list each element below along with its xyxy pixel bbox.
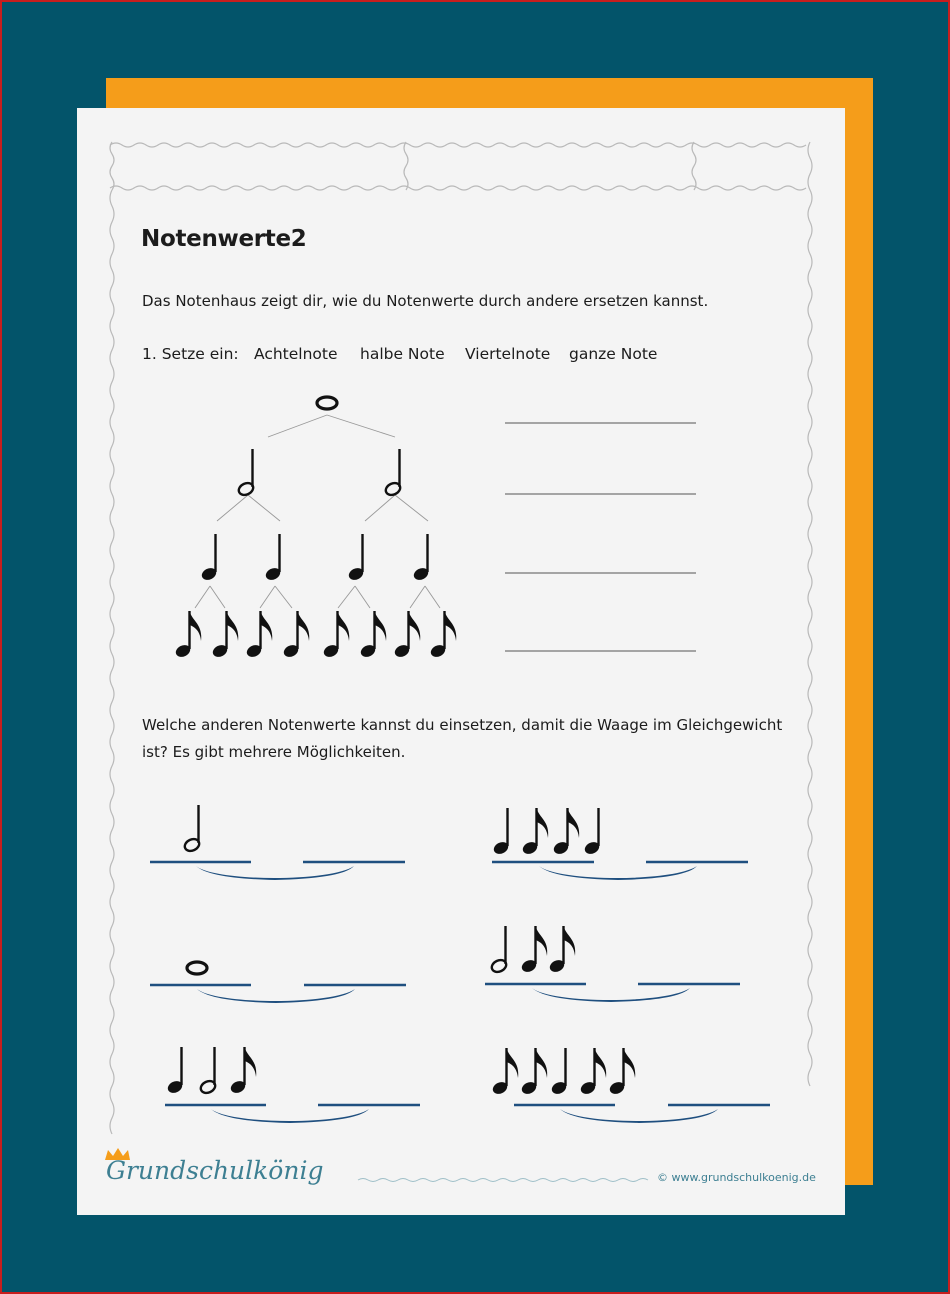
option-ganze-note: ganze Note [569, 345, 658, 363]
eighth-note-icon [282, 611, 309, 659]
intro-text: Das Notenhaus zeigt dir, wie du Notenwerte durch andere ersetzen kannst. [142, 292, 709, 310]
scale-3 [150, 962, 406, 1003]
scale-6 [491, 1048, 770, 1123]
scale-5 [165, 1047, 420, 1123]
half-note-icon [237, 449, 255, 497]
eighth-note-icon [608, 1048, 635, 1096]
half-note-icon [384, 449, 402, 497]
option-viertelnote: Viertelnote [465, 345, 551, 363]
option-halbe-note: halbe Note [360, 345, 445, 363]
eighth-note-icon [359, 611, 386, 659]
eighth-note-icon [229, 1047, 256, 1095]
eighth-note-icon [552, 808, 579, 856]
eighth-note-icon [520, 1048, 547, 1096]
eighth-note-icon [393, 611, 420, 659]
option-achtelnote: Achtelnote [254, 345, 338, 363]
answer-lines [505, 423, 696, 651]
eighth-note-icon [521, 808, 548, 856]
quarter-note-icon [550, 1048, 568, 1096]
eighth-note-icon [429, 611, 456, 659]
eighth-note-icon [579, 1048, 606, 1096]
copyright-text: © www.grundschulkoenig.de [657, 1171, 816, 1184]
quarter-note-icon [166, 1047, 184, 1095]
worksheet-title: Notenwerte2 [141, 226, 307, 252]
quarter-note-icon [200, 534, 218, 582]
eighth-note-icon [548, 926, 575, 974]
eighth-note-icon [491, 1048, 518, 1096]
quarter-note-icon [492, 808, 510, 856]
half-note-icon [490, 926, 508, 974]
whole-note-icon [187, 962, 207, 974]
eighth-note-icon [245, 611, 272, 659]
eighth-note-icon [174, 611, 201, 659]
scale-4 [485, 926, 740, 1002]
quarter-note-icon [412, 534, 430, 582]
scale-1 [150, 805, 405, 880]
whole-note-icon [317, 397, 337, 409]
quarter-note-icon [583, 808, 601, 856]
task2-line2: ist? Es gibt mehrere Möglichkeiten. [142, 743, 406, 761]
task1-prefix: 1. Setze ein: [142, 345, 239, 363]
balance-scales [150, 805, 770, 1123]
half-note-icon [199, 1047, 217, 1095]
footer-wave [358, 1179, 648, 1182]
eighth-note-icon [322, 611, 349, 659]
note-house [174, 397, 456, 659]
half-note-icon [183, 805, 201, 853]
eighth-note-icon [211, 611, 238, 659]
quarter-note-icon [264, 534, 282, 582]
quarter-note-icon [347, 534, 365, 582]
scale-2 [492, 808, 748, 880]
brand-logo: Grundschulkönig [106, 1156, 324, 1185]
task2-line1: Welche anderen Notenwerte kannst du einsetzen, damit die Waage im Gleichgewicht [142, 716, 783, 734]
eighth-note-icon [520, 926, 547, 974]
